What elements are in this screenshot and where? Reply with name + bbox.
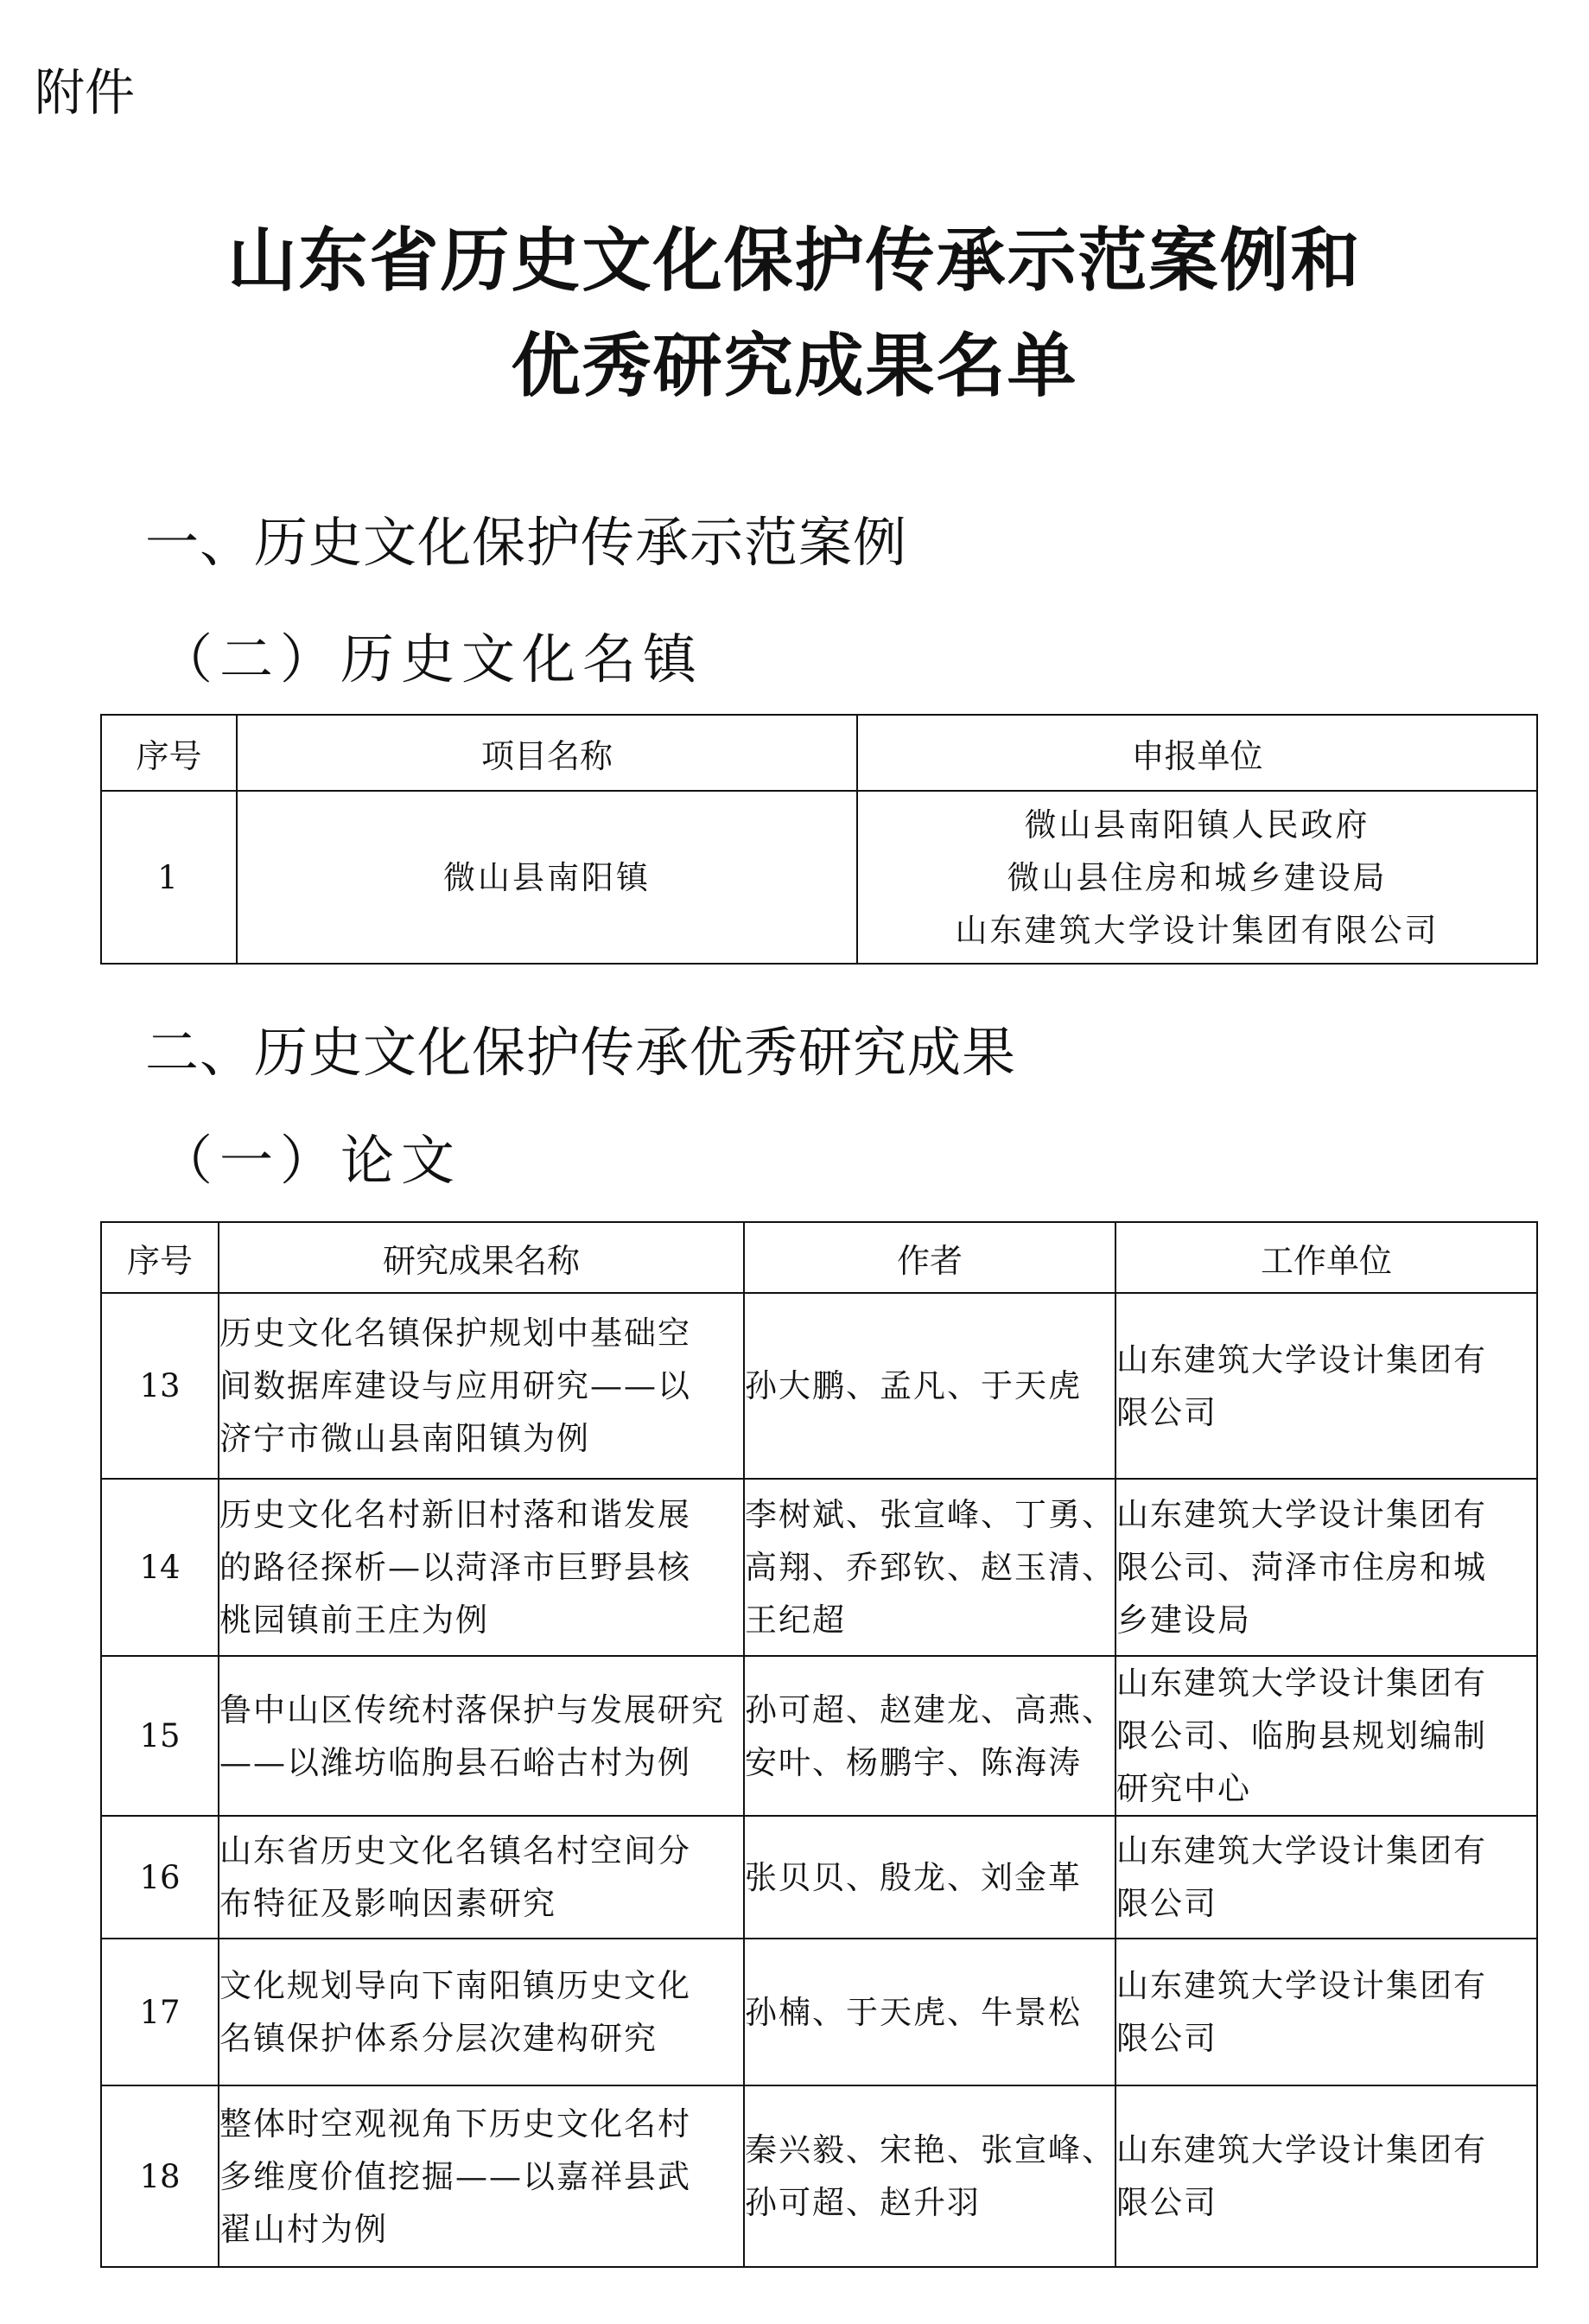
row-number: 13 — [101, 1293, 219, 1479]
authors — [744, 1939, 1115, 2085]
section-1-heading: 一、历史文化保护传承示范案例 — [145, 511, 908, 574]
work-unit — [1115, 1656, 1537, 1816]
result-title-line: 历史文化名镇保护规划中基础空 — [219, 1315, 691, 1352]
table-row — [101, 1656, 1537, 1816]
demo-case-table — [100, 714, 1538, 965]
section-2-heading: 二、历史文化保护传承优秀研究成果 — [145, 1021, 1017, 1084]
table-row — [101, 791, 1537, 964]
applicant-unit: 微山县南阳镇人民政府 — [1024, 805, 1370, 844]
document-title-line-2: 优秀研究成果名单 — [511, 326, 1078, 406]
result-title-line: 布特征及影响因素研究 — [219, 1885, 556, 1922]
project-name: 微山县南阳镇 — [237, 791, 857, 964]
result-title — [219, 2085, 744, 2267]
work-unit-line: 限公司 — [1116, 2184, 1217, 2221]
result-title-line: 名镇保护体系分层次建构研究 — [219, 2020, 658, 2057]
result-title — [219, 1656, 744, 1816]
authors-line: 秦兴毅、宋艳、张宣峰、 — [745, 2131, 1115, 2168]
column-header-project-name: 项目名称 — [237, 715, 857, 791]
result-title-line: 济宁市微山县南阳镇为例 — [219, 1420, 590, 1457]
column-header-result-title: 研究成果名称 — [219, 1222, 744, 1293]
result-title-line: 多维度价值挖掘——以嘉祥县武 — [219, 2157, 691, 2195]
work-unit-line: 山东建筑大学设计集团有 — [1116, 1665, 1487, 1702]
table-header-row — [101, 715, 1537, 791]
work-unit — [1115, 2085, 1537, 2267]
result-title-line: 鲁中山区传统村落保护与发展研究 — [219, 1690, 725, 1729]
work-unit-line: 山东建筑大学设计集团有 — [1116, 2131, 1487, 2168]
column-header-number: 序号 — [101, 1222, 219, 1293]
table-row — [101, 1479, 1537, 1656]
work-unit-line: 山东建筑大学设计集团有 — [1116, 1496, 1487, 1533]
authors-line: 李树斌、张宣峰、丁勇、 — [745, 1496, 1115, 1533]
research-results-table — [100, 1221, 1538, 2268]
result-title — [219, 1816, 744, 1939]
result-title — [219, 1293, 744, 1479]
table-row — [101, 1293, 1537, 1479]
result-title-line: 翟山村为例 — [219, 2210, 388, 2248]
applicant-unit: 山东建筑大学设计集团有限公司 — [955, 911, 1440, 949]
result-title-line: 历史文化名村新旧村落和谐发展 — [219, 1496, 691, 1533]
result-title-line: ——以潍坊临朐县石峪古村为例 — [219, 1743, 691, 1781]
table-row — [101, 1816, 1537, 1939]
work-unit-line: 山东建筑大学设计集团有 — [1116, 1832, 1487, 1869]
work-unit-line: 限公司 — [1116, 1885, 1217, 1922]
authors-line: 孙可超、赵建龙、高燕、 — [745, 1690, 1115, 1729]
result-title-line: 整体时空观视角下历史文化名村 — [219, 2104, 691, 2143]
work-unit-line: 限公司 — [1116, 1393, 1217, 1431]
row-number: 17 — [101, 1939, 219, 2085]
work-unit-line: 限公司、临朐县规划编制 — [1116, 1717, 1487, 1754]
result-title-line: 桃园镇前王庄为例 — [219, 1601, 489, 1639]
applicant-unit: 微山县住房和城乡建设局 — [1007, 858, 1388, 896]
result-title-line: 的路径探析—以菏泽市巨野县核 — [219, 1549, 691, 1586]
authors-line: 高翔、乔郅钦、赵玉清、 — [745, 1549, 1115, 1586]
work-unit-line: 限公司、菏泽市住房和城 — [1116, 1549, 1487, 1586]
row-number: 14 — [101, 1479, 219, 1656]
column-header-applicant: 申报单位 — [857, 715, 1537, 791]
work-unit — [1115, 1939, 1537, 2085]
result-title-line: 文化规划导向下南阳镇历史文化 — [219, 1967, 691, 2004]
authors-line: 安叶、杨鹏宇、陈海涛 — [745, 1743, 1082, 1781]
attachment-label: 附件 — [35, 63, 136, 122]
authors-line: 张贝贝、殷龙、刘金革 — [745, 1858, 1082, 1896]
row-number: 18 — [101, 2085, 219, 2267]
column-header-authors: 作者 — [744, 1222, 1115, 1293]
table-header-row — [101, 1222, 1537, 1293]
result-title-line: 间数据库建设与应用研究——以 — [219, 1367, 691, 1404]
authors — [744, 1816, 1115, 1939]
authors — [744, 1293, 1115, 1479]
work-unit-line: 山东建筑大学设计集团有 — [1116, 1967, 1487, 2004]
work-unit — [1115, 1293, 1537, 1479]
work-unit — [1115, 1816, 1537, 1939]
table-row — [101, 1939, 1537, 2085]
row-number: 16 — [101, 1816, 219, 1939]
document-title-line-1: 山东省历史文化保护传承示范案例和 — [227, 220, 1362, 301]
authors — [744, 1656, 1115, 1816]
authors-line: 孙可超、赵升羽 — [745, 2184, 981, 2221]
authors — [744, 1479, 1115, 1656]
column-header-number: 序号 — [101, 715, 237, 791]
authors-line: 孙楠、于天虎、牛景松 — [745, 1993, 1082, 2031]
result-title — [219, 1479, 744, 1656]
authors-line: 孙大鹏、孟凡、于天虎 — [745, 1367, 1082, 1404]
work-unit-line: 研究中心 — [1116, 1770, 1251, 1807]
work-unit — [1115, 1479, 1537, 1656]
row-number: 1 — [101, 791, 237, 964]
applicant-units — [857, 791, 1537, 964]
section-1-subheading: （二）历史文化名镇 — [159, 627, 704, 691]
result-title — [219, 1939, 744, 2085]
authors — [744, 2085, 1115, 2267]
result-title-line: 山东省历史文化名镇名村空间分 — [219, 1832, 691, 1869]
work-unit-line: 山东建筑大学设计集团有 — [1116, 1340, 1487, 1378]
authors-line: 王纪超 — [745, 1601, 846, 1639]
work-unit-line: 乡建设局 — [1116, 1601, 1251, 1639]
table-row — [101, 2085, 1537, 2267]
section-2-subheading: （一）论文 — [159, 1129, 462, 1192]
work-unit-line: 限公司 — [1116, 2020, 1217, 2057]
row-number: 15 — [101, 1656, 219, 1816]
column-header-work-unit: 工作单位 — [1115, 1222, 1537, 1293]
